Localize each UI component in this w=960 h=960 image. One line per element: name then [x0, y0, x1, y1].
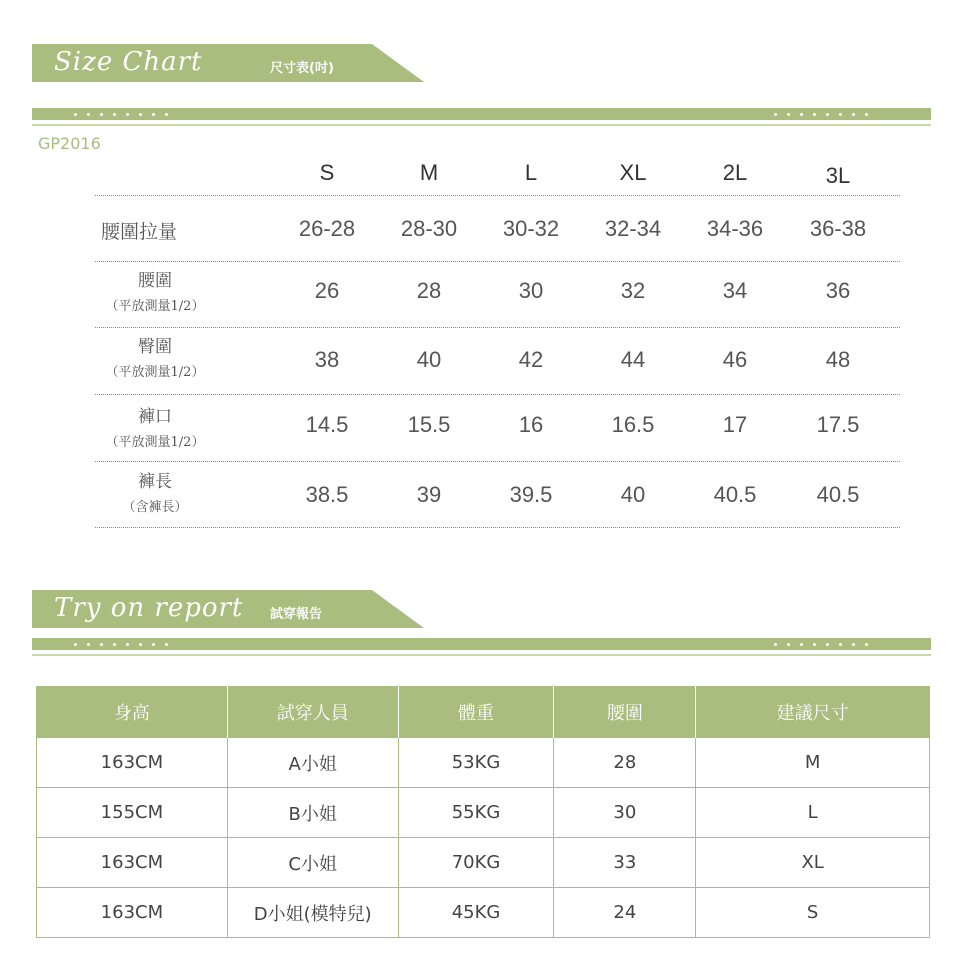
row-label-main: 腰圍	[138, 271, 172, 291]
divider-line	[32, 654, 931, 656]
value-cell: 14.5	[305, 412, 349, 437]
row-label	[95, 467, 215, 515]
table-cell: 163CM	[37, 838, 228, 888]
row-label	[95, 266, 215, 314]
value-cell: 16.5	[611, 412, 655, 437]
value-cell: 16	[518, 412, 544, 437]
value-cell: 30	[518, 278, 544, 303]
table-cell: XL	[696, 838, 930, 888]
row-divider	[95, 195, 900, 196]
product-code: GP2016	[38, 134, 101, 153]
value-cell: 17.5	[816, 412, 860, 437]
table-cell: 55KG	[398, 788, 554, 838]
column-header: 身高	[37, 686, 228, 738]
table-cell: 163CM	[37, 738, 228, 788]
try-on-table	[36, 686, 930, 938]
size-header: S	[319, 160, 335, 185]
value-cell: 39.5	[509, 482, 553, 507]
row-divider	[95, 327, 900, 328]
size-chart-subtitle: 尺寸表(吋)	[270, 61, 334, 76]
try-on-title: Try on report	[54, 593, 244, 623]
decorative-dots-left	[74, 639, 168, 649]
value-cell: 38	[314, 347, 340, 372]
row-label-main: 褲長	[138, 472, 172, 492]
row-divider	[95, 527, 900, 528]
value-cell: 40.5	[713, 482, 757, 507]
table-cell: 30	[554, 788, 696, 838]
decorative-dots-right	[774, 639, 868, 649]
value-cell: 40.5	[816, 482, 860, 507]
divider-line	[32, 124, 931, 126]
row-label-note: （平放測量1/2）	[105, 299, 205, 314]
table-cell: L	[696, 788, 930, 838]
value-cell: 36	[825, 278, 851, 303]
row-divider	[95, 394, 900, 395]
size-chart-banner	[32, 44, 424, 82]
value-cell: 26	[314, 278, 340, 303]
size-header: M	[419, 160, 439, 185]
value-cell: 36-38	[809, 216, 867, 241]
value-cell: 28-30	[400, 216, 458, 241]
value-cell: 17	[722, 412, 748, 437]
row-label-note: （平放測量1/2）	[105, 435, 205, 450]
row-label-note: （平放測量1/2）	[105, 365, 205, 380]
table-cell: M	[696, 738, 930, 788]
row-label: 腰圍拉量	[101, 221, 178, 243]
table-cell: 163CM	[37, 888, 228, 938]
value-cell: 39	[416, 482, 442, 507]
value-cell: 34-36	[706, 216, 764, 241]
value-cell: 40	[416, 347, 442, 372]
table-cell: 24	[554, 888, 696, 938]
column-header: 腰圍	[554, 686, 696, 738]
value-cell: 32-34	[604, 216, 662, 241]
table-cell: C小姐	[227, 838, 398, 888]
table-cell: S	[696, 888, 930, 938]
divider-stripe	[32, 108, 931, 120]
value-cell: 44	[620, 347, 646, 372]
try-on-banner	[32, 590, 424, 628]
row-label-main: 臀圍	[138, 337, 172, 357]
row-label	[95, 402, 215, 450]
row-divider	[95, 261, 900, 262]
size-header: XL	[619, 160, 647, 185]
table-cell: 45KG	[398, 888, 554, 938]
size-header: L	[524, 160, 538, 185]
table-cell: 28	[554, 738, 696, 788]
size-header: 2L	[722, 160, 748, 185]
try-on-subtitle: 試穿報告	[270, 607, 323, 622]
table-cell: A小姐	[227, 738, 398, 788]
value-cell: 30-32	[502, 216, 560, 241]
row-label-note: （含褲長）	[122, 500, 188, 515]
column-header: 體重	[398, 686, 554, 738]
value-cell: 42	[518, 347, 544, 372]
table-cell: 33	[554, 838, 696, 888]
row-label	[95, 332, 215, 380]
value-cell: 34	[722, 278, 748, 303]
divider-stripe	[32, 638, 931, 650]
value-cell: 48	[825, 347, 851, 372]
row-divider	[95, 461, 900, 462]
size-header: 3L	[825, 163, 851, 188]
table-cell: D小姐(模特兒)	[227, 888, 398, 938]
table-cell: 155CM	[37, 788, 228, 838]
value-cell: 26-28	[298, 216, 356, 241]
table-row	[37, 788, 930, 838]
value-cell: 32	[620, 278, 646, 303]
row-label-main: 褲口	[138, 407, 172, 427]
value-cell: 28	[416, 278, 442, 303]
value-cell: 40	[620, 482, 646, 507]
table-header-row	[37, 686, 930, 738]
column-header: 試穿人員	[227, 686, 398, 738]
value-cell: 15.5	[407, 412, 451, 437]
table-cell: B小姐	[227, 788, 398, 838]
decorative-dots-left	[74, 109, 168, 119]
decorative-dots-right	[774, 109, 868, 119]
table-cell: 53KG	[398, 738, 554, 788]
value-cell: 46	[722, 347, 748, 372]
column-header: 建議尺寸	[696, 686, 930, 738]
table-row	[37, 838, 930, 888]
size-chart-title: Size Chart	[54, 47, 203, 77]
value-cell: 38.5	[305, 482, 349, 507]
table-row	[37, 888, 930, 938]
table-cell: 70KG	[398, 838, 554, 888]
table-row	[37, 738, 930, 788]
